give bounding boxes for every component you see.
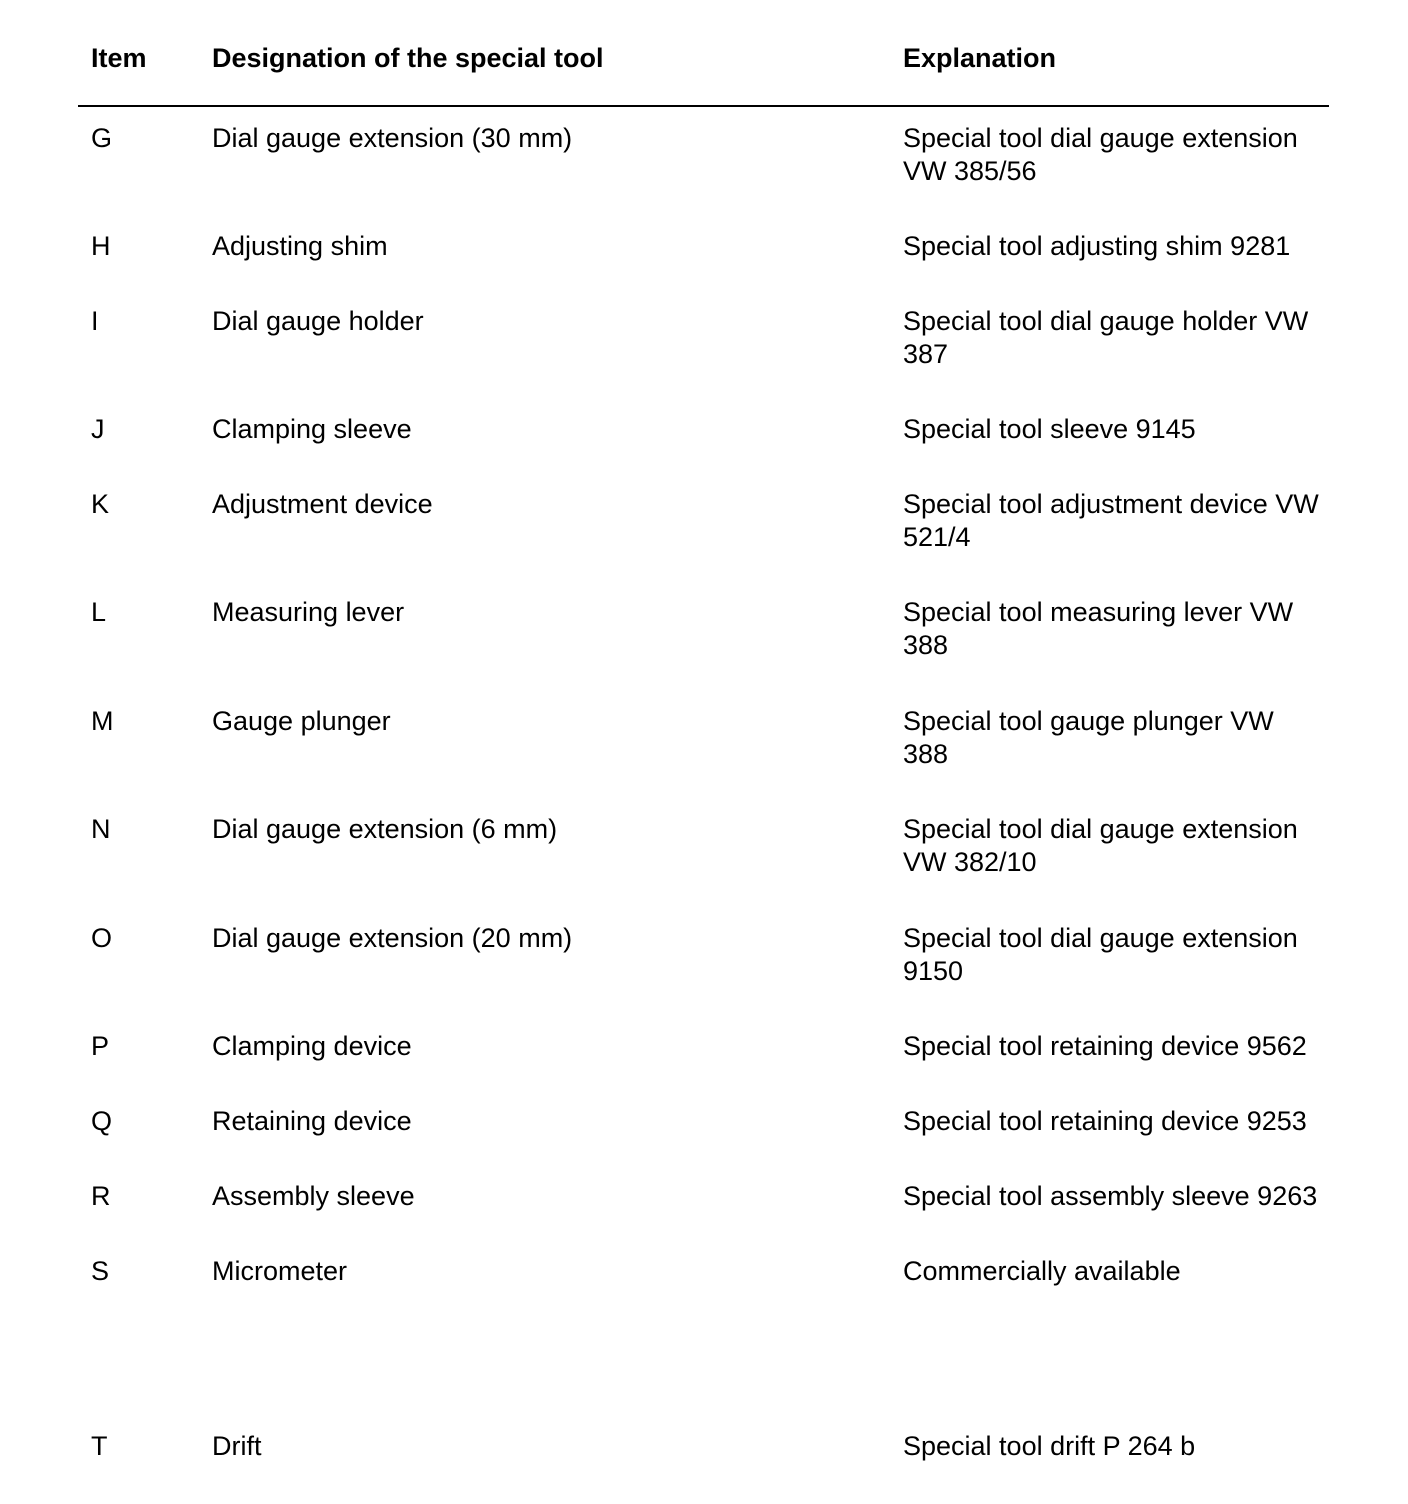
row-designation: Clamping sleeve: [212, 414, 412, 444]
row-item: S: [91, 1256, 110, 1286]
row-item: P: [91, 1031, 110, 1061]
table-row: [0, 230, 1408, 300]
row-item: R: [91, 1181, 111, 1211]
row-explanation: Special tool dial gauge extension VW 385/56: [903, 123, 1298, 186]
table-row: [0, 488, 1408, 558]
table-header: [0, 42, 1408, 86]
row-item: G: [91, 123, 113, 153]
row-designation: Clamping device: [212, 1031, 412, 1061]
row-explanation: Special tool measuring lever VW 388: [903, 597, 1294, 660]
row-item: T: [91, 1431, 108, 1461]
row-item: Q: [91, 1106, 113, 1136]
table-row: [0, 1030, 1408, 1100]
row-designation: Dial gauge extension (6 mm): [212, 814, 558, 844]
row-designation: Gauge plunger: [212, 706, 391, 736]
row-explanation: Special tool retaining device 9562: [903, 1031, 1307, 1061]
row-designation: Dial gauge extension (30 mm): [212, 123, 573, 153]
table-row: [0, 1105, 1408, 1175]
table-row: [0, 122, 1408, 192]
table-row: [0, 1255, 1408, 1325]
table-row: [0, 305, 1408, 375]
row-designation: Dial gauge holder: [212, 306, 424, 336]
row-item: I: [91, 306, 99, 336]
row-explanation: Special tool gauge plunger VW 388: [903, 706, 1274, 769]
row-explanation: Special tool adjusting shim 9281: [903, 231, 1291, 261]
table-row: [0, 922, 1408, 992]
row-explanation: Special tool sleeve 9145: [903, 414, 1196, 444]
row-explanation: Commercially available: [903, 1256, 1181, 1286]
header-divider: [78, 105, 1329, 107]
row-item: M: [91, 706, 114, 736]
row-designation: Retaining device: [212, 1106, 412, 1136]
row-designation: Assembly sleeve: [212, 1181, 415, 1211]
row-explanation: Special tool assembly sleeve 9263: [903, 1181, 1318, 1211]
row-item: K: [91, 489, 110, 519]
row-designation: Measuring lever: [212, 597, 405, 627]
row-item: O: [91, 923, 113, 953]
row-item: L: [91, 597, 107, 627]
row-item: H: [91, 231, 111, 261]
table-row: [0, 1430, 1408, 1500]
header-explanation: Explanation: [903, 43, 1057, 73]
row-designation: Adjusting shim: [212, 231, 388, 261]
header-item: Item: [91, 43, 147, 73]
row-explanation: Special tool retaining device 9253: [903, 1106, 1307, 1136]
row-explanation: Special tool dial gauge holder VW 387: [903, 306, 1309, 369]
row-designation: Adjustment device: [212, 489, 433, 519]
row-explanation: Special tool adjustment device VW 521/4: [903, 489, 1319, 552]
row-designation: Drift: [212, 1431, 262, 1461]
header-designation: Designation of the special tool: [212, 43, 604, 73]
table-row: [0, 705, 1408, 775]
table-row: [0, 413, 1408, 483]
row-designation: Dial gauge extension (20 mm): [212, 923, 573, 953]
row-item: N: [91, 814, 111, 844]
table-row: [0, 813, 1408, 883]
table-row: [0, 596, 1408, 666]
row-explanation: Special tool dial gauge extension VW 382/10: [903, 814, 1298, 877]
row-explanation: Special tool dial gauge extension 9150: [903, 923, 1298, 986]
row-designation: Micrometer: [212, 1256, 348, 1286]
row-explanation: Special tool drift P 264 b: [903, 1431, 1196, 1461]
table-row: [0, 1180, 1408, 1250]
row-item: J: [91, 414, 105, 444]
